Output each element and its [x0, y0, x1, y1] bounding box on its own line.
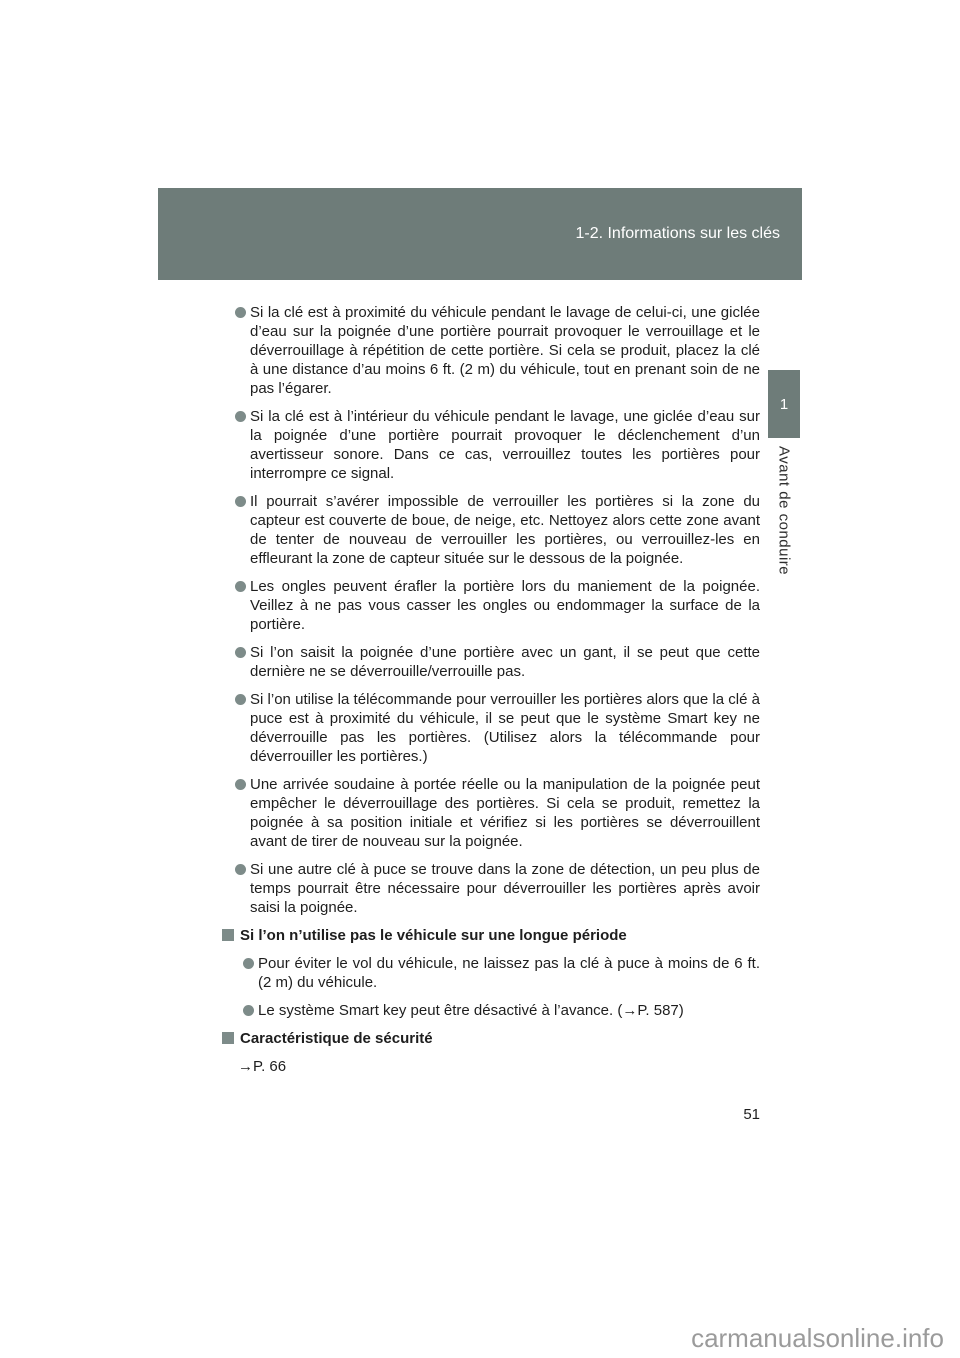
page-number: 51: [743, 1106, 760, 1123]
bullet-icon: [243, 958, 254, 969]
section-title: [222, 926, 760, 945]
chapter-tab: [768, 370, 800, 438]
section-title-text: Caractéristique de sécurité: [240, 1030, 433, 1047]
list-item: [222, 775, 760, 851]
bullet-icon: [235, 496, 246, 507]
section-title-text: Si l’on n’utilise pas le véhicule sur une longue période: [240, 927, 627, 944]
bullet-icon: [235, 694, 246, 705]
chapter-header: [158, 188, 802, 280]
list-item: [222, 577, 760, 634]
list-item: [222, 303, 760, 398]
square-bullet-icon: [222, 929, 234, 941]
square-bullet-icon: [222, 1032, 234, 1044]
list-item: [222, 492, 760, 568]
list-item: [222, 954, 760, 992]
list-item-text: Le système Smart key peut être désactivé à l’avance. (→P. 587): [258, 1002, 684, 1019]
chapter-number: 1: [779, 395, 789, 413]
bullet-icon: [235, 864, 246, 875]
bullet-icon: [235, 411, 246, 422]
list-item-text: Si l’on saisit la poignée d’une portière avec un gant, il se peut que cette dernière ne se déverrouille/verrouille pas.: [250, 644, 760, 680]
list-item-text: Il pourrait s’avérer impossible de verrouiller les portières si la zone du capteur est couverte de boue, de neige, etc. Nettoyez alors cette zone avant de tenter de nouveau de verrouiller les portières, ou verrouillez-les en effleurant la zone de capteur située sur le dessous de la poignée.: [250, 493, 760, 567]
list-item-text: Si l’on utilise la télécommande pour verrouiller les portières alors que la clé à puce est à proximité du véhicule, il se peut que le système Smart key ne déverrouille pas les portières. (Utilisez alors la télécommande pour déverrouiller les portières.): [250, 691, 760, 765]
list-item-text: Si la clé est à l’intérieur du véhicule pendant le lavage, une giclée d’eau sur la poignée d’une portière pourrait provoquer le déclenchement d’un avertisseur sonore. Dans ce cas, verrouillez toutes les portières pour interrompre ce signal.: [250, 408, 760, 482]
bullet-icon: [235, 779, 246, 790]
list-item: [222, 1001, 760, 1020]
bullet-icon: [235, 647, 246, 658]
list-item: [222, 860, 760, 917]
bullet-icon: [235, 307, 246, 318]
list-item: [222, 690, 760, 766]
chapter-label: Avant de conduire: [775, 446, 793, 576]
page-reference: →P. 66: [238, 1058, 287, 1075]
list-item: [222, 407, 760, 483]
list-item-text: Si une autre clé à puce se trouve dans la zone de détection, un peu plus de temps pourrait être nécessaire pour déverrouiller les portières après avoir saisi la poignée.: [250, 861, 760, 916]
watermark: carmanualsonline.info: [691, 1323, 944, 1353]
bullet-icon: [243, 1005, 254, 1016]
list-item-text: Les ongles peuvent érafler la portière lors du maniement de la poignée. Veillez à ne pas vous casser les ongles ou endommager la surface de la portière.: [250, 578, 760, 633]
list-item-text: Une arrivée soudaine à portée réelle ou la manipulation de la poignée peut empêcher le déverrouillage des portières. Si cela se produit, remettez la poignée à sa position initiale et vérifiez si les portières se déverrouillent avant de tirer de nouveau sur la poignée.: [250, 776, 760, 850]
page-content: [222, 303, 760, 1076]
section-title: [222, 1029, 760, 1048]
bullet-icon: [235, 581, 246, 592]
chapter-header-title: 1-2. Informations sur les clés: [575, 225, 780, 242]
list-item: [222, 643, 760, 681]
list-item-text: Pour éviter le vol du véhicule, ne laissez pas la clé à puce à moins de 6 ft. (2 m) du véhicule.: [258, 955, 760, 991]
list-item-text: Si la clé est à proximité du véhicule pendant le lavage de celui-ci, une giclée d’eau sur la poignée d’une portière pourrait provoquer le verrouillage et le déverrouillage à répétition de cette portière. Si cela se produit, placez la clé à une distance d’au moins 6 ft. (2 m) du véhicule, tout en prenant soin de ne pas l’égarer.: [250, 304, 760, 397]
